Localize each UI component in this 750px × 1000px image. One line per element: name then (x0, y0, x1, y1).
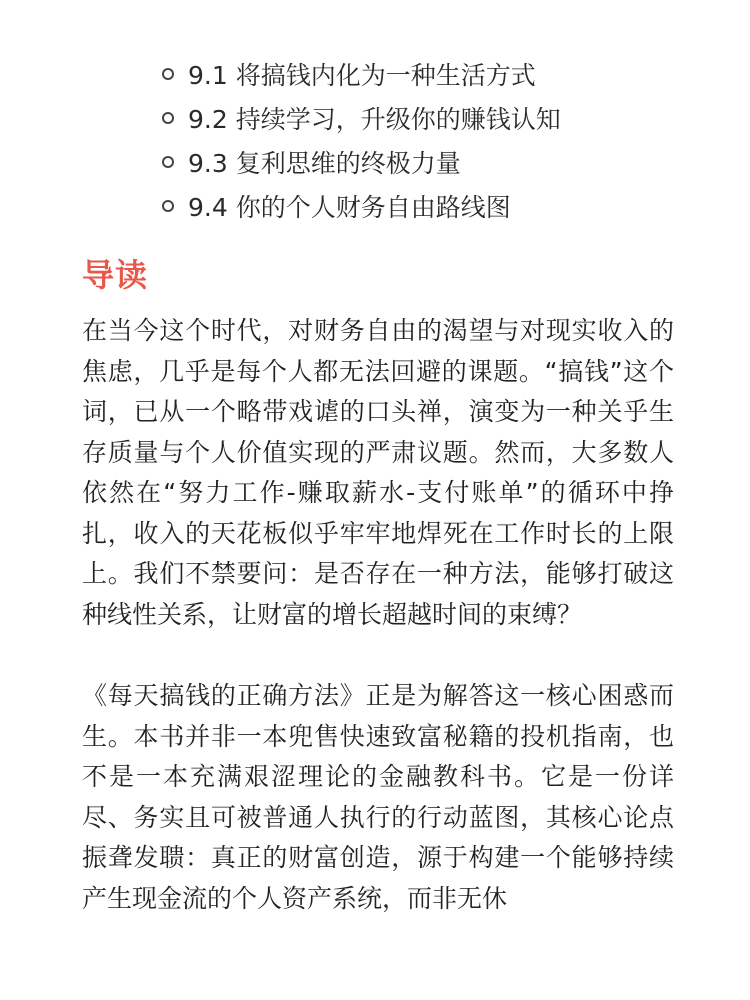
toc-item[interactable] (162, 140, 722, 184)
body-paragraph: 在当今这个时代，对财务自由的渴望与对现实收入的焦虑，几乎是每个人都无法回避的课题。“搞钱”这个词，已从一个略带戏谑的口头禅，演变为一种关乎生存质量与个人价值实现的严肃议题。然而，大多数人依然在“努力工作-赚取薪水-支付账单”的循环中挣扎，收入的天花板似乎牢牢地焊死在工作时长的上限上。我们不禁要问：是否存在一种方法，能够打破这种线性关系，让财富的增长超越时间的束缚？ (82, 316, 674, 629)
toc-item[interactable] (162, 96, 722, 140)
section-heading: 导读 (82, 256, 149, 294)
hollow-circle-bullet-icon (162, 156, 174, 168)
body-paragraph: 《每天搞钱的正确方法》正是为解答这一核心困惑而生。本书并非一本兜售快速致富秘籍的投机指南，也不是一本充满艰涩理论的金融教科书。它是一份详尽、务实且可被普通人执行的行动蓝图，其核心论点振聋发聩：真正的财富创造，源于构建一个能够持续产生现金流的个人资产系统，而非无休 (82, 681, 674, 913)
toc-list (162, 52, 722, 228)
toc-item-label: 9.4 你的个人财务自由路线图 (188, 193, 511, 222)
hollow-circle-bullet-icon (162, 112, 174, 124)
toc-item-label: 9.3 复利思维的终极力量 (188, 149, 461, 178)
toc-item[interactable] (162, 52, 722, 96)
toc-item[interactable] (162, 184, 722, 228)
toc-item-label: 9.2 持续学习，升级你的赚钱认知 (188, 105, 561, 134)
hollow-circle-bullet-icon (162, 200, 174, 212)
hollow-circle-bullet-icon (162, 68, 174, 80)
toc-item-label: 9.1 将搞钱内化为一种生活方式 (188, 61, 536, 90)
